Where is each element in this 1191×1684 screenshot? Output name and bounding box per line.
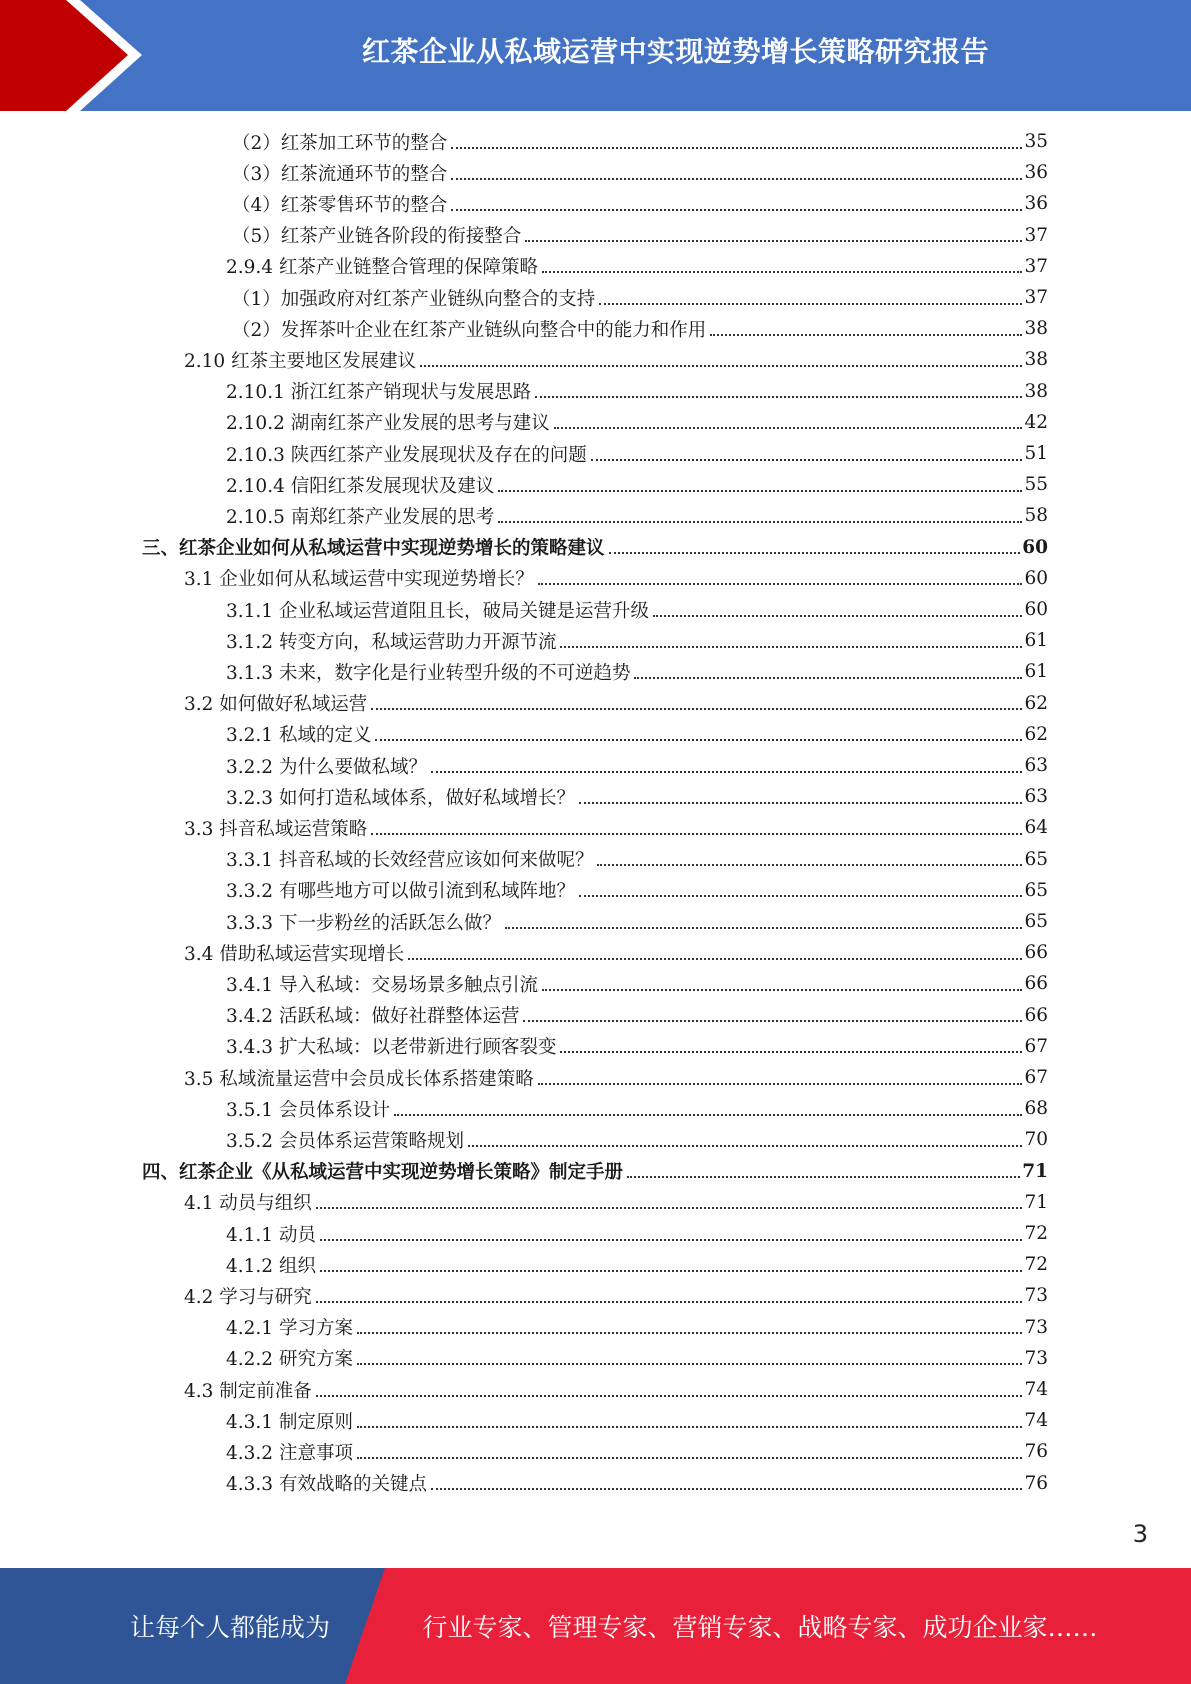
- toc-entry[interactable]: [0, 469, 1191, 500]
- toc-leader-dots: [316, 1207, 1023, 1209]
- toc-entry-label: 3.4.3 扩大私域：以老带新进行顾客裂变: [226, 1037, 557, 1059]
- toc-entry-label: （2）红茶加工环节的整合: [232, 132, 448, 154]
- toc-leader-dots: [597, 864, 1022, 866]
- toc-entry-page: 71: [1024, 1191, 1048, 1213]
- toc-entry-page: 38: [1024, 349, 1048, 371]
- toc-leader-dots: [554, 427, 1023, 429]
- toc-entry-page: 65: [1024, 911, 1048, 932]
- toc-entry-label: （3）红茶流通环节的整合: [232, 163, 448, 185]
- toc-entry[interactable]: [0, 1405, 1191, 1436]
- toc-entry-page: 64: [1024, 817, 1048, 839]
- toc-entry-page: 36: [1024, 193, 1048, 215]
- toc-entry-page: 63: [1024, 755, 1048, 776]
- toc-entry-label: 4.3 制定前准备: [184, 1380, 312, 1402]
- toc-entry-label: 3.2.3 如何打造私域体系，做好私域增长？: [226, 787, 575, 809]
- toc-entry-label: 3.5 私域流量运营中会员成长体系搭建策略: [184, 1068, 534, 1090]
- toc-entry[interactable]: [0, 1249, 1191, 1280]
- toc-entry[interactable]: [0, 1374, 1191, 1405]
- toc-leader-dots: [634, 677, 1022, 679]
- toc-entry-page: 38: [1024, 318, 1048, 340]
- toc-entry[interactable]: [0, 875, 1191, 906]
- toc-entry[interactable]: [0, 563, 1191, 594]
- toc-entry[interactable]: [0, 188, 1191, 219]
- toc-entry[interactable]: [0, 500, 1191, 531]
- toc-entry-label: 3.4.2 活跃私域：做好社群整体运营: [226, 1006, 520, 1028]
- toc-leader-dots: [431, 1488, 1022, 1490]
- header-arrow-decoration: [0, 0, 150, 111]
- toc-entry-page: 72: [1024, 1223, 1048, 1244]
- toc-entry[interactable]: [0, 1156, 1191, 1187]
- toc-entry-page: 62: [1024, 723, 1048, 745]
- toc-entry[interactable]: [0, 344, 1191, 375]
- toc-entry[interactable]: [0, 1312, 1191, 1343]
- toc-entry-label: 2.10.5 南郑红茶产业发展的思考: [226, 506, 495, 528]
- toc-entry-label: （5）红茶产业链各阶段的衔接整合: [232, 226, 522, 248]
- toc-entry-label: 3.2.2 为什么要做私域？: [226, 756, 427, 778]
- toc-entry[interactable]: [0, 625, 1191, 656]
- toc-entry[interactable]: [0, 1436, 1191, 1467]
- toc-entry-page: 73: [1024, 1285, 1048, 1307]
- toc-entry-label: 3.4 借助私域运营实现增长: [184, 943, 405, 965]
- toc-entry-label: 3.5.1 会员体系设计: [226, 1099, 390, 1121]
- toc-entry-label: （2）发挥茶叶企业在红茶产业链纵向整合中的能力和作用: [232, 319, 707, 341]
- toc-entry-page: 67: [1024, 1035, 1048, 1057]
- toc-entry-page: 68: [1024, 1098, 1048, 1120]
- toc-entry-label: 3.3.3 下一步粉丝的活跃怎么做？: [226, 912, 501, 934]
- toc-leader-dots: [710, 334, 1022, 336]
- toc-entry-page: 72: [1024, 1254, 1048, 1276]
- page-header: [0, 0, 1191, 111]
- toc-entry[interactable]: [0, 1280, 1191, 1311]
- toc-entry[interactable]: [0, 220, 1191, 251]
- toc-entry[interactable]: [0, 1468, 1191, 1499]
- toc-entry-page: 37: [1024, 224, 1048, 246]
- toc-entry-page: 60: [1024, 599, 1048, 620]
- toc-entry-page: 66: [1024, 973, 1048, 995]
- toc-entry-page: 38: [1024, 380, 1048, 402]
- toc-leader-dots: [357, 1457, 1023, 1459]
- toc-entry[interactable]: [0, 594, 1191, 625]
- toc-entry-page: 67: [1024, 1067, 1048, 1088]
- toc-entry-label: 3.1 企业如何从私域运营中实现逆势增长？: [184, 569, 534, 591]
- toc-leader-dots: [371, 833, 1022, 835]
- toc-entry-label: 3.2.1 私域的定义: [226, 725, 372, 747]
- toc-entry[interactable]: [0, 1124, 1191, 1155]
- toc-leader-dots: [653, 615, 1022, 617]
- toc-leader-dots: [431, 771, 1022, 773]
- toc-leader-dots: [451, 147, 1022, 149]
- toc-entry-label: 三、红茶企业如何从私域运营中实现逆势增长的策略建议: [142, 538, 605, 560]
- toc-leader-dots: [542, 271, 1022, 273]
- toc-entry-page: 66: [1024, 942, 1048, 964]
- toc-entry[interactable]: [0, 251, 1191, 282]
- toc-entry-label: 2.10.1 浙江红茶产销现状与发展思路: [226, 382, 532, 404]
- toc-entry-label: 3.2 如何做好私域运营: [184, 694, 368, 716]
- toc-entry-label: 3.1.2 转变方向，私域运营助力开源节流: [226, 631, 557, 653]
- toc-entry-label: 3.1.3 未来，数字化是行业转型升级的不可逆趋势: [226, 662, 631, 684]
- toc-entry-label: 4.2.1 学习方案: [226, 1318, 353, 1340]
- toc-entry[interactable]: [0, 937, 1191, 968]
- toc-entry[interactable]: [0, 1187, 1191, 1218]
- toc-leader-dots: [451, 209, 1022, 211]
- toc-entry-label: 4.2 学习与研究: [184, 1286, 312, 1308]
- toc-entry-label: 四、红茶企业《从私域运营中实现逆势增长策略》制定手册: [142, 1162, 624, 1184]
- toc-entry-page: 65: [1024, 879, 1048, 901]
- toc-entry-page: 51: [1024, 443, 1048, 464]
- toc-leader-dots: [523, 1020, 1022, 1022]
- toc-entry-label: 4.2.2 研究方案: [226, 1349, 353, 1371]
- footer-slogan-left: 让每个人都能成为: [129, 1613, 330, 1642]
- toc-entry-label: 4.1.1 动员: [226, 1224, 316, 1246]
- toc-entry-label: 3.3.2 有哪些地方可以做引流到私域阵地？: [226, 881, 575, 903]
- toc-entry[interactable]: [0, 1343, 1191, 1374]
- toc-leader-dots: [451, 178, 1022, 180]
- toc-leader-dots: [591, 459, 1023, 461]
- toc-entry-page: 58: [1024, 505, 1048, 527]
- toc-leader-dots: [357, 1363, 1023, 1365]
- toc-entry[interactable]: [0, 1031, 1191, 1062]
- toc-leader-dots: [538, 1083, 1023, 1085]
- toc-leader-dots: [357, 1426, 1023, 1428]
- toc-leader-dots: [560, 1051, 1022, 1053]
- toc-entry[interactable]: [0, 1093, 1191, 1124]
- toc-entry-page: 76: [1024, 1441, 1048, 1463]
- toc-entry-label: 3.1.1 企业私域运营道阻且长，破局关键是运营升级: [226, 600, 649, 622]
- toc-entry[interactable]: [0, 1218, 1191, 1249]
- toc-entry[interactable]: [0, 968, 1191, 999]
- toc-entry[interactable]: [0, 532, 1191, 563]
- toc-entry-label: 4.3.3 有效战略的关键点: [226, 1474, 427, 1496]
- toc-leader-dots: [579, 802, 1022, 804]
- toc-leader-dots: [375, 739, 1022, 741]
- toc-entry[interactable]: [0, 688, 1191, 719]
- toc-entry[interactable]: [0, 157, 1191, 188]
- toc-entry-page: 60: [1022, 536, 1048, 558]
- toc-entry-label: 2.10.3 陕西红茶产业发展现状及存在的问题: [226, 444, 587, 466]
- toc-entry-page: 61: [1024, 661, 1048, 683]
- toc-entry-label: （4）红茶零售环节的整合: [232, 194, 448, 216]
- toc-entry[interactable]: [0, 407, 1191, 438]
- toc-leader-dots: [498, 490, 1022, 492]
- toc-leader-dots: [316, 1301, 1023, 1303]
- toc-entry[interactable]: [0, 1000, 1191, 1031]
- toc-leader-dots: [320, 1239, 1023, 1241]
- toc-leader-dots: [525, 240, 1022, 242]
- report-title: 红茶企业从私域运营中实现逆势增长策略研究报告: [361, 35, 989, 68]
- toc-leader-dots: [609, 552, 1021, 554]
- toc-entry-label: 3.5.2 会员体系运营策略规划: [226, 1130, 464, 1152]
- toc-entry-label: 2.9.4 红茶产业链整合管理的保障策略: [226, 257, 538, 279]
- toc-leader-dots: [505, 927, 1022, 929]
- toc-entry-page: 61: [1024, 630, 1048, 652]
- toc-leader-dots: [357, 1332, 1023, 1334]
- toc-entry-page: 66: [1024, 1004, 1048, 1026]
- toc-leader-dots: [468, 1145, 1022, 1147]
- toc-leader-dots: [408, 958, 1022, 960]
- toc-entry-page: 63: [1024, 786, 1048, 808]
- toc-entry-page: 62: [1024, 692, 1048, 714]
- toc-entry-label: 4.3.1 制定原则: [226, 1411, 353, 1433]
- toc-entry[interactable]: [0, 906, 1191, 937]
- toc-entry-label: （1）加强政府对红茶产业链纵向整合的支持: [232, 288, 596, 310]
- toc-entry[interactable]: [0, 126, 1191, 157]
- toc-entry-page: 76: [1024, 1472, 1048, 1494]
- toc-entry[interactable]: [0, 750, 1191, 781]
- toc-entry[interactable]: [0, 781, 1191, 812]
- toc-leader-dots: [542, 989, 1022, 991]
- toc-entry-page: 55: [1024, 474, 1048, 496]
- toc-entry-page: 37: [1024, 255, 1048, 277]
- toc-leader-dots: [599, 303, 1022, 305]
- toc-entry-label: 3.3.1 抖音私域的长效经营应该如何来做呢？: [226, 850, 594, 872]
- toc-entry-label: 3.3 抖音私域运营策略: [184, 818, 368, 840]
- toc-leader-dots: [394, 1114, 1022, 1116]
- toc-entry[interactable]: [0, 1062, 1191, 1093]
- toc-entry-page: 60: [1024, 567, 1048, 589]
- toc-entry-page: 35: [1024, 131, 1048, 152]
- page-number: 3: [1132, 1520, 1148, 1548]
- toc-leader-dots: [560, 646, 1022, 648]
- toc-entry-label: 4.1 动员与组织: [184, 1193, 312, 1215]
- page-footer: [0, 1568, 1191, 1684]
- toc-entry[interactable]: [0, 719, 1191, 750]
- toc-entry[interactable]: [0, 282, 1191, 313]
- toc-entry-page: 70: [1024, 1129, 1048, 1151]
- toc-entry-page: 36: [1024, 162, 1048, 184]
- toc-entry-page: 74: [1024, 1379, 1048, 1400]
- toc-leader-dots: [579, 895, 1022, 897]
- toc-leader-dots: [316, 1395, 1023, 1397]
- toc-leader-dots: [535, 396, 1022, 398]
- toc-entry-label: 4.3.2 注意事项: [226, 1442, 353, 1464]
- toc-entry[interactable]: [0, 313, 1191, 344]
- toc-entry-page: 42: [1024, 411, 1048, 433]
- toc-entry-label: 2.10 红茶主要地区发展建议: [184, 350, 417, 372]
- toc-entry-label: 3.4.1 导入私域：交易场景多触点引流: [226, 974, 538, 996]
- toc-entry[interactable]: [0, 844, 1191, 875]
- toc-entry-page: 71: [1022, 1160, 1048, 1182]
- toc-entry[interactable]: [0, 376, 1191, 407]
- toc-leader-dots: [320, 1270, 1023, 1272]
- toc-entry-page: 37: [1024, 287, 1048, 308]
- toc-leader-dots: [538, 583, 1023, 585]
- toc-entry-page: 73: [1024, 1316, 1048, 1338]
- toc-entry-page: 74: [1024, 1410, 1048, 1432]
- toc-leader-dots: [498, 521, 1022, 523]
- toc-leader-dots: [420, 365, 1022, 367]
- toc-entry-label: 2.10.4 信阳红茶发展现状及建议: [226, 475, 495, 497]
- toc-entry-page: 65: [1024, 848, 1048, 870]
- toc-leader-dots: [371, 708, 1022, 710]
- toc-entry-page: 73: [1024, 1347, 1048, 1369]
- toc-entry-label: 4.1.2 组织: [226, 1255, 316, 1277]
- toc-entry[interactable]: [0, 438, 1191, 469]
- footer-slogan-right: 行业专家、管理专家、营销专家、战略专家、成功企业家……: [422, 1613, 1098, 1642]
- toc-entry[interactable]: [0, 656, 1191, 687]
- toc-entry[interactable]: [0, 812, 1191, 843]
- toc-entry-label: 2.10.2 湖南红茶产业发展的思考与建议: [226, 413, 550, 435]
- toc-leader-dots: [627, 1176, 1020, 1178]
